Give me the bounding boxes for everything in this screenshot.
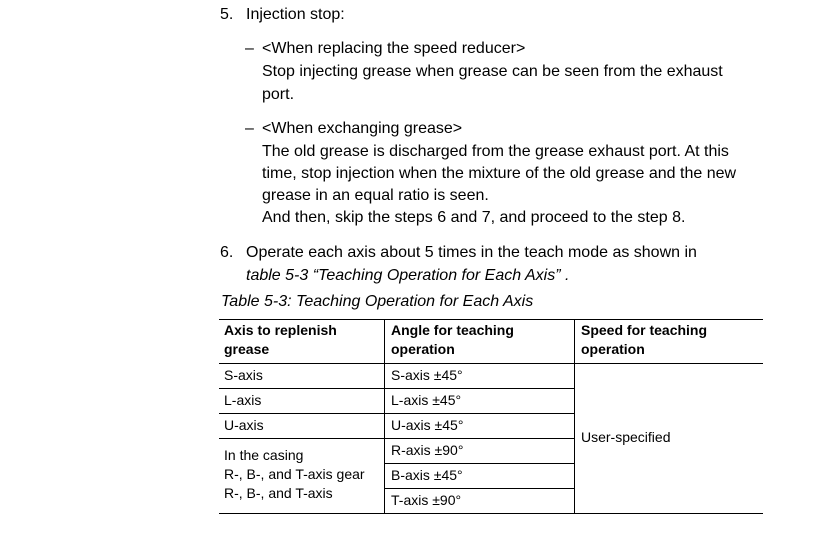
table-row-rule-4 (384, 463, 574, 464)
table-header-rule (219, 363, 763, 364)
sub2-heading: <When exchanging grease> (262, 120, 463, 137)
angle-cell-s: S-axis ±45° (391, 367, 463, 383)
sub2-line-2: time, stop injection when the mixture of the old grease and the new (262, 165, 737, 182)
step-6-number: 6. (220, 244, 234, 261)
header-axis-line-2: grease (224, 341, 270, 357)
table-col-divider-1 (384, 319, 385, 513)
axis-group-line-1: In the casing (224, 447, 304, 463)
sub1-line-1: Stop injecting grease when grease can be seen from the exhaust (262, 63, 723, 80)
step-6-table-reference[interactable]: table 5-3 “Teaching Operation for Each Axis” . (246, 267, 570, 284)
axis-cell-u: U-axis (224, 417, 264, 433)
axis-cell-l: L-axis (224, 392, 262, 408)
axis-cell-s: S-axis (224, 367, 263, 383)
step-5-title: Injection stop: (246, 6, 345, 23)
angle-cell-b: B-axis ±45° (391, 467, 463, 483)
step-6-line-1: Operate each axis about 5 times in the teach mode as shown in (246, 244, 697, 261)
angle-cell-u: U-axis ±45° (391, 417, 464, 433)
header-axis-line-1: Axis to replenish (224, 322, 337, 338)
sub2-line-4: And then, skip the steps 6 and 7, and proceed to the step 8. (262, 209, 686, 226)
table-caption: Table 5-3: Teaching Operation for Each Axis (221, 293, 534, 310)
table-row-rule-2 (219, 413, 574, 414)
table-col-divider-2 (574, 319, 575, 513)
header-angle-line-1: Angle for teaching (391, 322, 514, 338)
angle-cell-r: R-axis ±90° (391, 442, 464, 458)
step-5-number: 5. (220, 6, 234, 23)
axis-group-line-3: R-, B-, and T-axis (224, 485, 333, 501)
table-bottom-rule (219, 513, 763, 514)
angle-cell-l: L-axis ±45° (391, 392, 462, 408)
angle-cell-t: T-axis ±90° (391, 492, 462, 508)
sub1-heading: <When replacing the speed reducer> (262, 40, 526, 57)
table-row-rule-5 (384, 488, 574, 489)
table-top-rule (219, 319, 763, 320)
table-row-rule-1 (219, 388, 574, 389)
header-speed-line-1: Speed for teaching (581, 322, 708, 338)
sub2-line-1: The old grease is discharged from the grease exhaust port. At this (262, 143, 729, 160)
header-speed-line-2: operation (581, 341, 645, 357)
header-angle-line-2: operation (391, 341, 455, 357)
speed-cell: User-specified (581, 429, 671, 445)
sub2-line-3: grease in an equal ratio is seen. (262, 187, 489, 204)
sub2-dash: – (245, 120, 254, 137)
table-row-rule-3 (219, 438, 574, 439)
sub1-line-2: port. (262, 86, 295, 103)
axis-group-line-2: R-, B-, and T-axis gear (224, 466, 365, 482)
sub1-dash: – (245, 40, 254, 57)
